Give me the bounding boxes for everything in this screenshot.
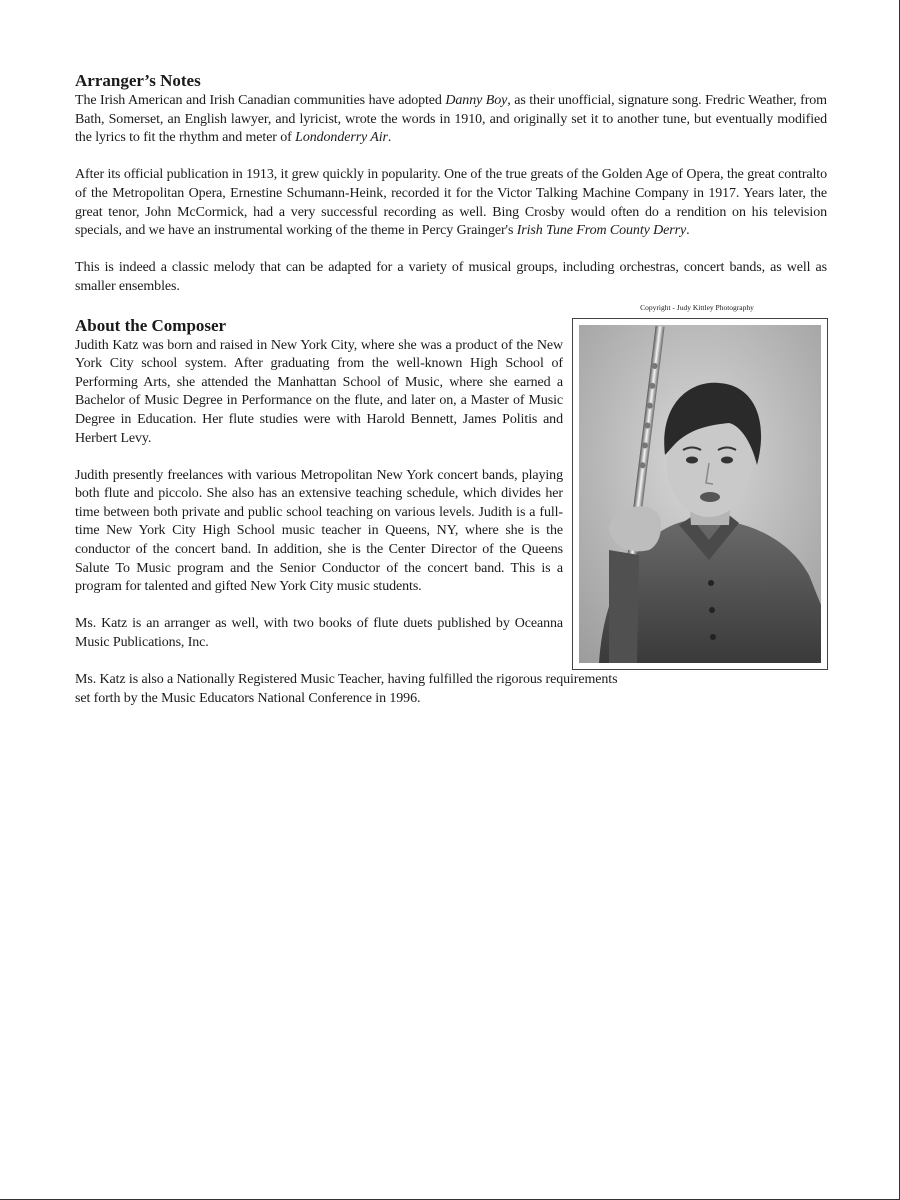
text-run: , as their unofficial, signature song. Fredric Weather, from Bath, Somerset, an English lawyer, and lyricist, wrote the words in 1910, and originally set it to another tune, but eventually modified the lyrics to fit the rhythm and meter of	[75, 93, 827, 146]
arrangers-notes-section	[75, 70, 827, 297]
photo-credit: Copyright - Judy Kittley Photography	[640, 302, 754, 312]
document-page	[75, 70, 827, 708]
text-run: .	[387, 130, 392, 146]
about-composer-heading: About the Composer	[75, 315, 227, 335]
photo-frame	[572, 318, 828, 670]
composer-text-column	[75, 315, 618, 709]
composer-photo-block	[572, 303, 822, 670]
text-run: After its official publication in 1913, it grew quickly in popularity. One of the true greats of the Golden Age of Opera, the great contralto of the Metropolitan Opera, Ernestine Schumann-Heink, recorded it for the Victor Talking Machine Company in 1917. Years later, the great tenor, John McCormick, had a very successful recording as well. Bing Crosby would often do a rendition on his television specials, and we have an instrumental working of the theme in Percy Grainger's	[75, 167, 827, 239]
composer-paragraph-1: Judith Katz was born and raised in New York City, where she was a product of the New York City school system. After graduating from the well-known High School of Performing Arts, she attended the Manhattan School of Music, where she earned a Bachelor of Music Degree in Performance on the flute, and later on, a Master of Music Degree in Education. Her flute studies were with Harold Bennett, James Politis and Herbert Levy.	[75, 337, 563, 446]
composer-photo	[579, 325, 821, 663]
composer-paragraph-3: Ms. Katz is an arranger as well, with two books of flute duets published by Oceanna Music Publications, Inc.	[75, 616, 563, 651]
arrangers-notes-paragraph-3: This is indeed a classic melody that can be adapted for a variety of musical groups, including orchestras, concert bands, as well as smaller ensembles.	[75, 260, 827, 294]
composer-paragraph-4: Ms. Katz is also a Nationally Registered Music Teacher, having fulfilled the rigorous requirements set forth by the Music Educators National Conference in 1996.	[75, 672, 618, 706]
about-composer-section	[75, 302, 827, 709]
song-title-londonderry-air: Londonderry Air	[295, 130, 388, 146]
song-title-danny-boy: Danny Boy	[445, 93, 508, 108]
arrangers-notes-paragraph-2	[75, 166, 827, 240]
work-title-irish-tune: Irish Tune From County Derry	[516, 223, 687, 239]
arrangers-notes-heading: Arranger’s Notes	[75, 71, 201, 90]
text-run: .	[686, 223, 690, 239]
composer-paragraph-2: Judith presently freelances with various Metropolitan New York concert bands, playing both flute and piccolo. She also has an extensive teaching schedule, which divides her time between both private and public school teaching on various levels. Judith is a full-time New York City High School music teacher in Queens, NY, where she is the conductor of the concert band. In addition, she is the Center Director of the Queens Salute To Music program and the Senior Conductor of the concert band. This is a program for talented and gifted New York City music students.	[75, 467, 563, 595]
arrangers-notes-paragraph-1	[75, 92, 827, 148]
text-run: The Irish American and Irish Canadian communities have adopted	[75, 93, 446, 108]
